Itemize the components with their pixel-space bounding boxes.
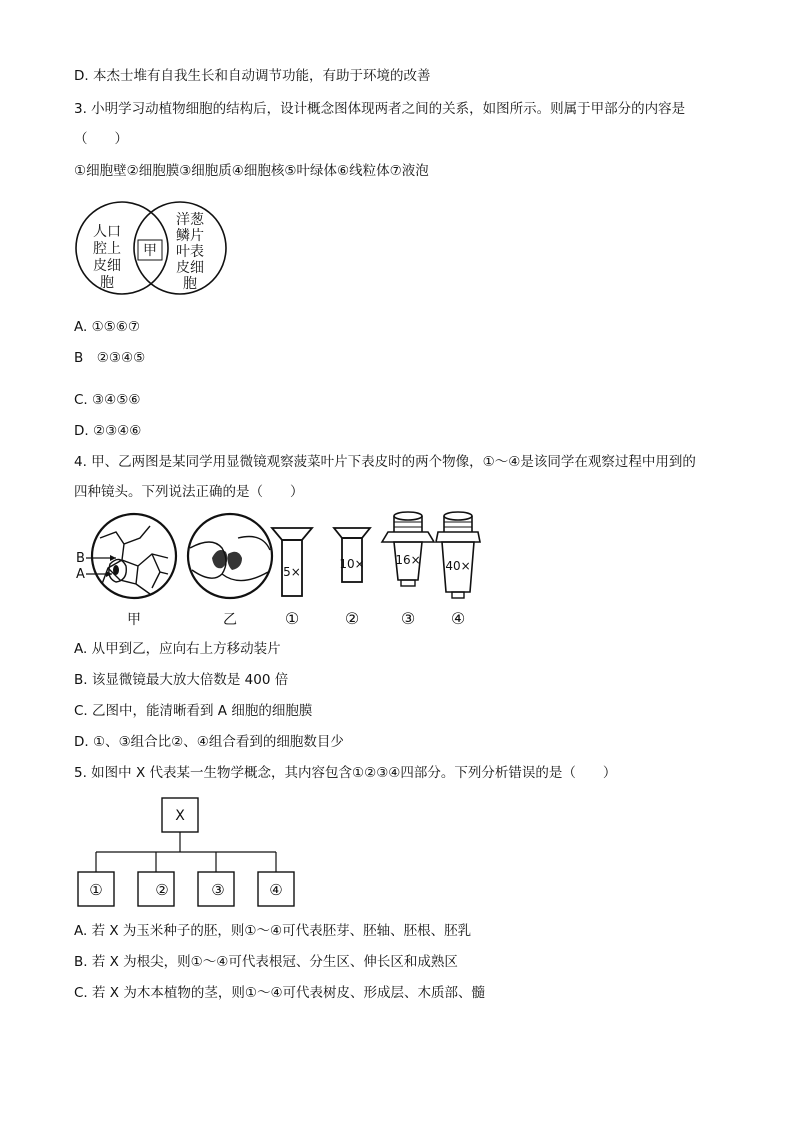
venn-right-line-4: 皮细: [176, 260, 204, 276]
lens-3-mark: 16×: [395, 553, 421, 567]
lens-4-mark: 40×: [445, 559, 471, 573]
view-yi: [188, 514, 272, 598]
caption-3: ③: [400, 609, 416, 628]
venn-left-line-4: 胞: [100, 275, 114, 291]
venn-diagram: [72, 198, 232, 298]
label-a: A: [76, 567, 85, 582]
tree-root-label: X: [175, 808, 185, 824]
q5-option-c: C. 若 X 为木本植物的茎，则①～④可代表树皮、形成层、木质部、髓: [74, 985, 486, 1001]
q3-option-b: B ②③④⑤: [74, 350, 146, 366]
q4-stem-line-1: 4. 甲、乙两图是某同学用显微镜观察菠菜叶片下表皮时的两个物像，①～④是该同学在观察过程中用到的: [74, 454, 696, 470]
lens-3-objective: [382, 512, 434, 586]
q3-items: ①细胞壁②细胞膜③细胞质④细胞核⑤叶绿体⑥线粒体⑦液泡: [74, 163, 429, 179]
lens-1-eyepiece: [272, 528, 312, 596]
lens-2-mark: 10×: [339, 557, 365, 571]
caption-4: ④: [450, 609, 466, 628]
q3-option-d: D. ②③④⑥: [74, 423, 142, 439]
venn-left-line-2: 腔上: [93, 241, 121, 257]
q2-option-d: D. 本杰士堆有自我生长和自动调节功能，有助于环境的改善: [74, 68, 431, 84]
lens-1-mark: 5×: [283, 565, 301, 579]
q5-option-a: A. 若 X 为玉米种子的胚，则①～④可代表胚芽、胚轴、胚根、胚乳: [74, 923, 472, 939]
q4-option-c: C. 乙图中，能清晰看到 A 细胞的细胞膜: [74, 703, 313, 719]
caption-1: ①: [284, 609, 300, 628]
caption-2: ②: [344, 609, 360, 628]
q5-stem: 5. 如图中 X 代表某一生物学概念，其内容包含①②③④四部分。下列分析错误的是（ ）: [74, 765, 617, 781]
q4-option-b: B. 该显微镜最大放大倍数是 400 倍: [74, 672, 289, 688]
venn-right-line-1: 洋葱: [176, 212, 204, 228]
lens-4-objective: [436, 512, 480, 598]
venn-right-line-2: 鳞片: [176, 228, 204, 244]
q3-paren: （ ）: [74, 131, 128, 147]
caption-jia: 甲: [127, 612, 141, 628]
tree-child-2: ②: [155, 881, 169, 899]
label-b: B: [76, 551, 85, 566]
view-jia: [76, 514, 176, 598]
caption-yi: 乙: [223, 612, 237, 628]
venn-left-line-1: 人口: [93, 224, 121, 240]
q4-stem-line-2: 四种镜头。下列说法正确的是（ ）: [74, 484, 304, 500]
tree-child-4: ④: [269, 881, 283, 899]
q3-option-a: A. ①⑤⑥⑦: [74, 319, 140, 335]
venn-right-line-3: 叶表: [176, 244, 204, 260]
tree-child-3: ③: [211, 881, 225, 899]
concept-tree-diagram: [72, 796, 302, 912]
q3-option-c: C. ③④⑤⑥: [74, 392, 141, 408]
tree-child-1: ①: [89, 881, 103, 899]
lens-2-eyepiece: [334, 528, 370, 582]
venn-center-label: 甲: [143, 243, 157, 259]
q4-option-a: A. 从甲到乙，应向右上方移动装片: [74, 641, 281, 657]
microscope-figure: [72, 508, 482, 630]
q5-option-b: B. 若 X 为根尖，则①～④可代表根冠、分生区、伸长区和成熟区: [74, 954, 458, 970]
q4-option-d: D. ①、③组合比②、④组合看到的细胞数目少: [74, 734, 344, 750]
q3-stem: 3. 小明学习动植物细胞的结构后，设计概念图体现两者之间的关系，如图所示。则属于甲部分的内容是: [74, 101, 686, 117]
venn-left-line-3: 皮细: [93, 258, 121, 274]
venn-right-line-5: 胞: [183, 276, 197, 292]
